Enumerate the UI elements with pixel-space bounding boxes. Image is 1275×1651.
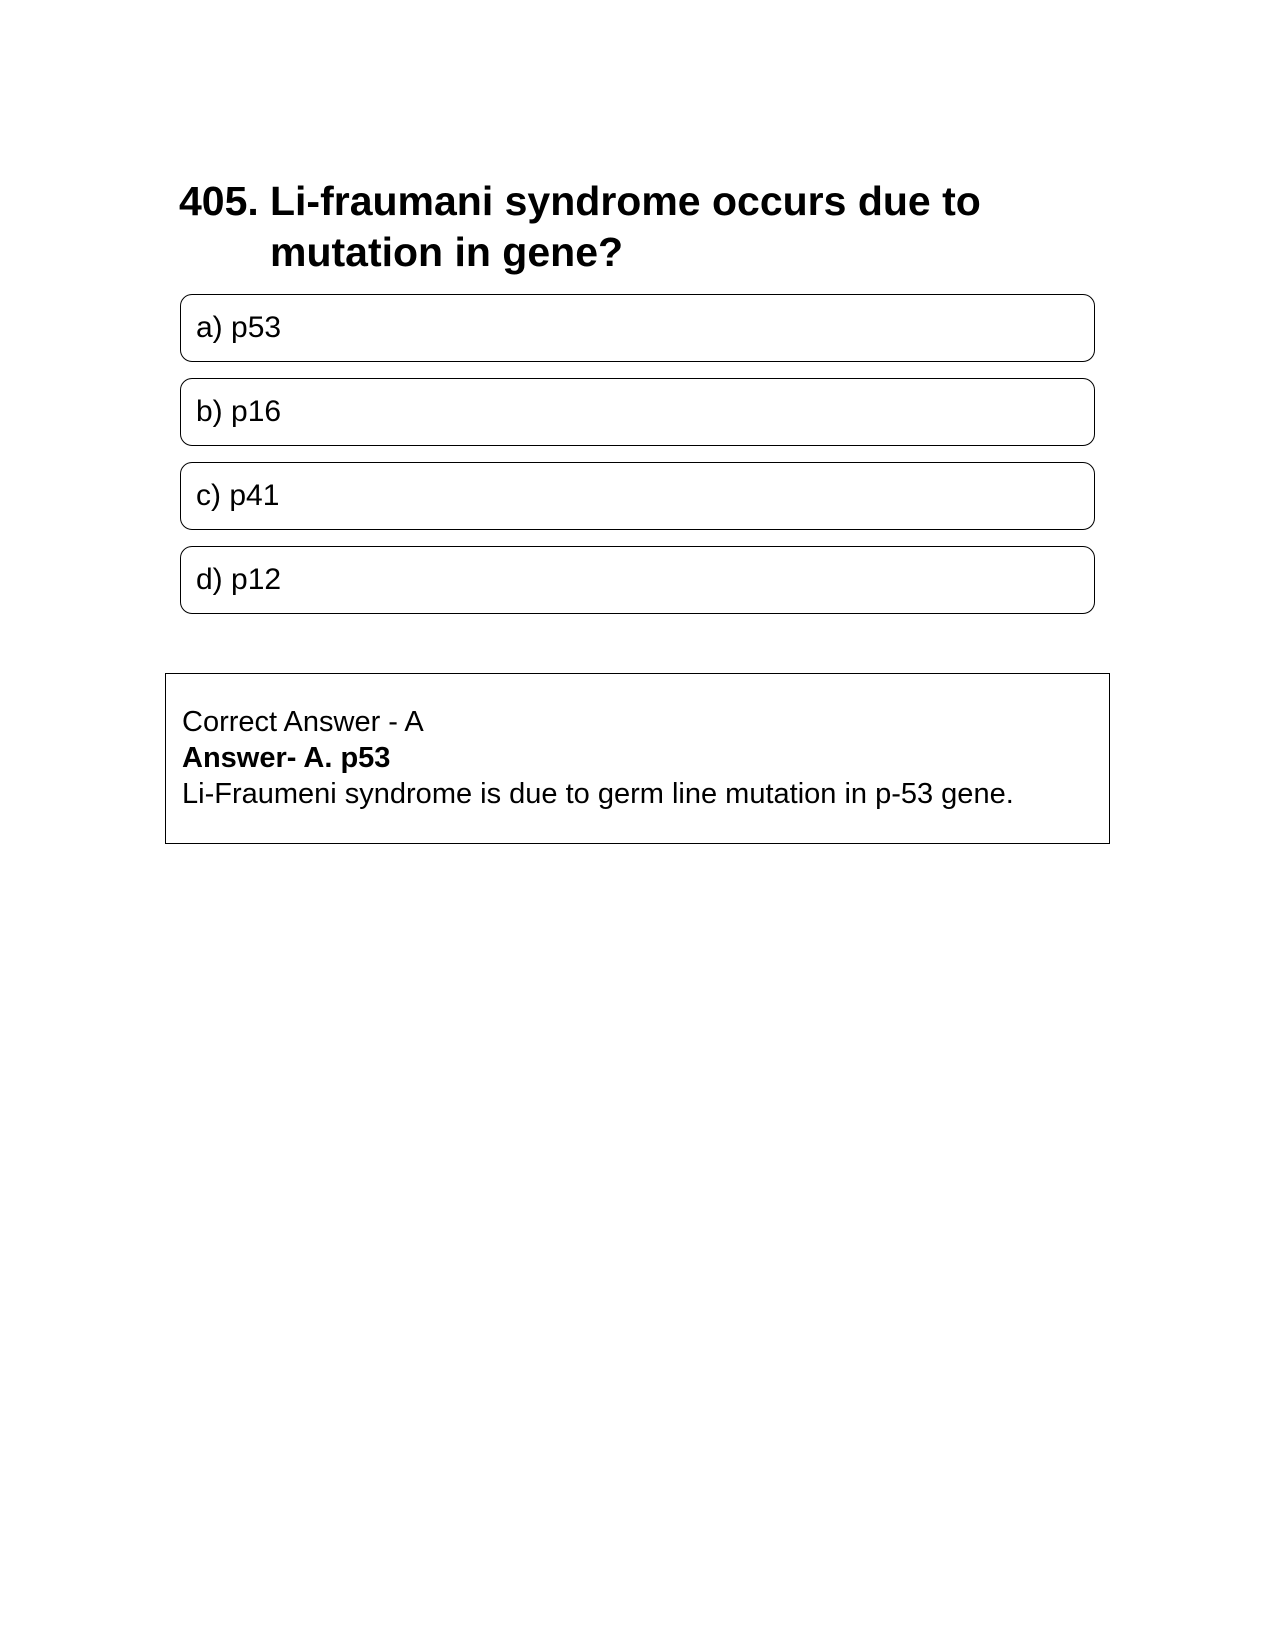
question [179, 176, 1099, 278]
option-d-label: d) p12 [196, 563, 282, 596]
option-c[interactable] [180, 462, 1095, 530]
answer-box [165, 673, 1110, 844]
option-d[interactable] [180, 546, 1095, 614]
correct-answer-line: Correct Answer - A [182, 706, 424, 738]
option-a[interactable] [180, 294, 1095, 362]
question-text: Li-fraumani syndrome occurs due to mutation in gene? [270, 178, 981, 275]
option-b-label: b) p16 [196, 395, 282, 428]
option-b[interactable] [180, 378, 1095, 446]
options-list [180, 294, 1095, 630]
answer-line: Answer- A. p53 [182, 742, 391, 774]
option-a-label: a) p53 [196, 311, 282, 344]
question-number: 405. [179, 178, 259, 224]
answer-explanation: Li-Fraumeni syndrome is due to germ line mutation in p-53 gene. [182, 778, 1014, 810]
option-c-label: c) p41 [196, 479, 280, 512]
